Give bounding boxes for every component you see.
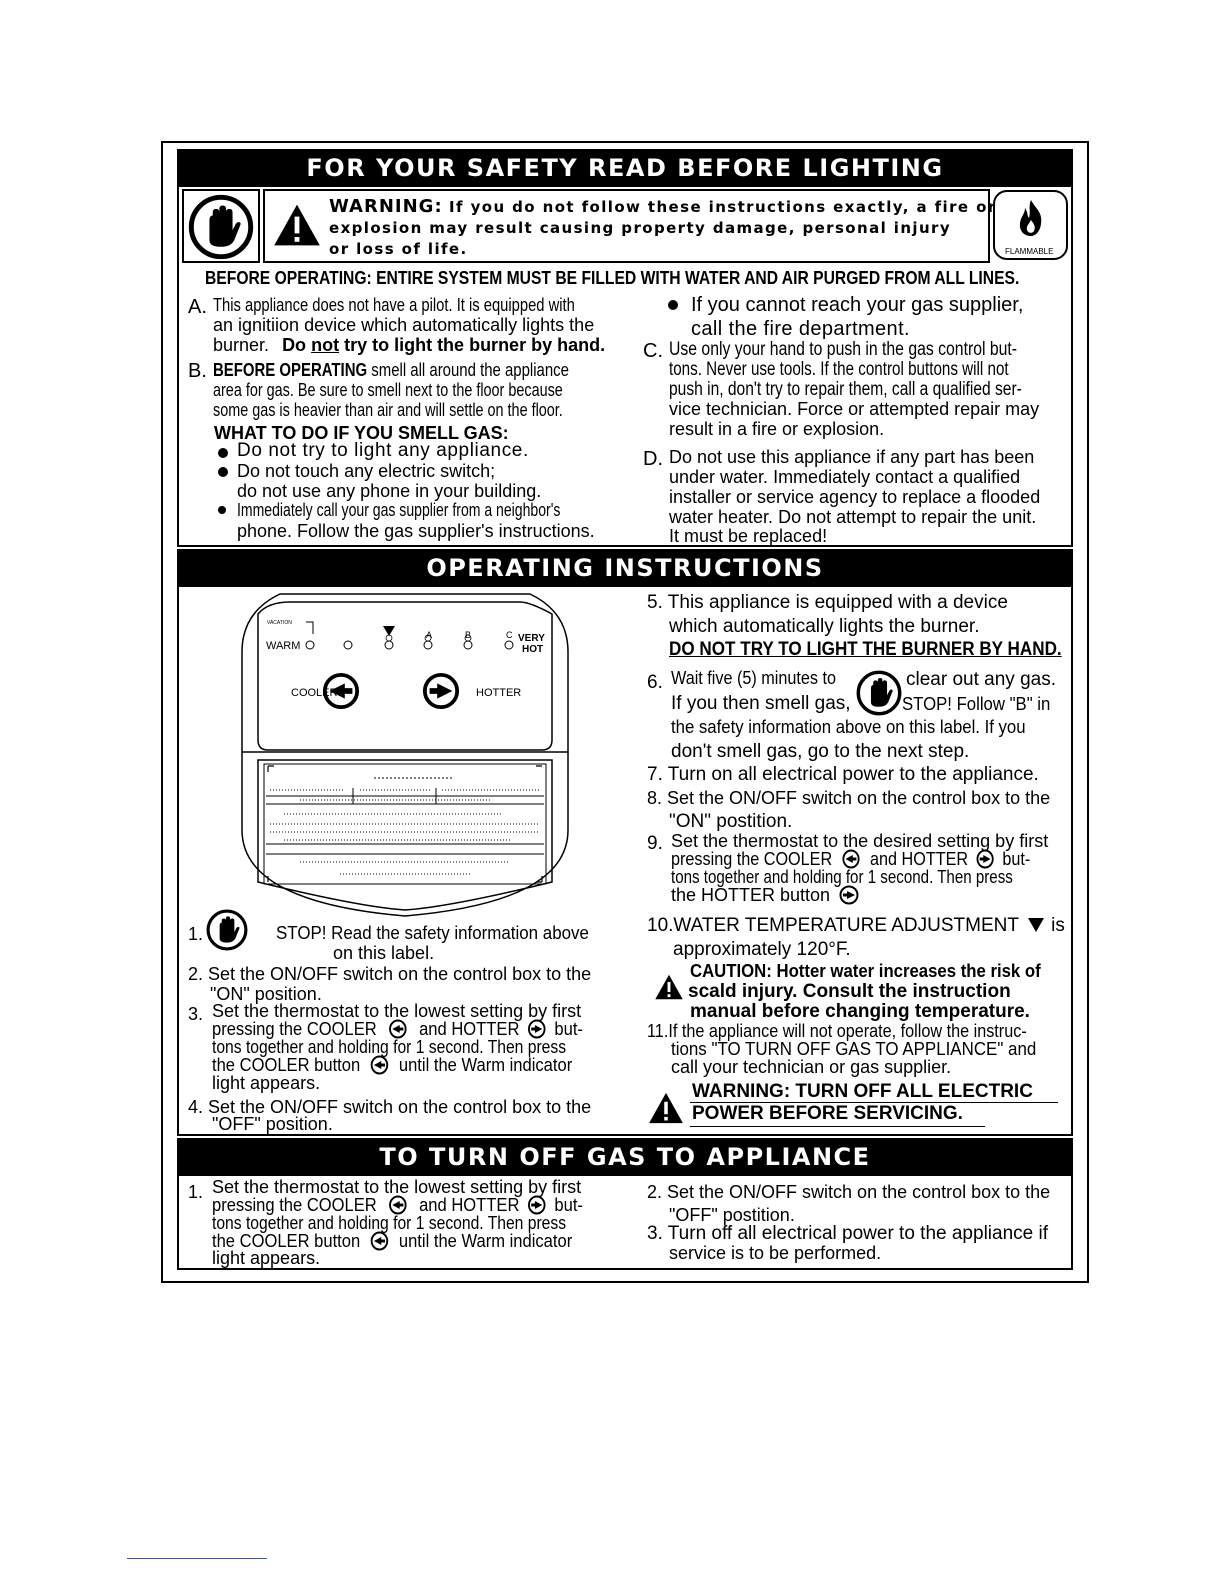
step-1-num: 1. (188, 924, 204, 944)
step-7: 7. Turn on all electrical power to the appliance. (647, 764, 1039, 785)
flame-icon (1013, 198, 1049, 240)
item-d-line2: under water. Immediately contact a qualified (669, 467, 1021, 487)
step-3-line4-a: the COOLER button (212, 1055, 361, 1075)
step-9-num: 9. (647, 833, 663, 854)
step-6-line2-a: If you then smell gas, (671, 693, 851, 714)
turnoff-step-3-line2: service is to be performed. (669, 1243, 882, 1263)
item-d-line1: Do not use this appliance if any part has been (669, 447, 1035, 467)
item-a-line3-not: not (311, 335, 340, 355)
item-a-line3 (213, 335, 605, 356)
smell-gas-step-2b: do not use any phone in your building. (237, 481, 542, 501)
step-3-num: 3. (188, 1004, 204, 1024)
turnoff-step-1-line4-b: until the Warm indicator (398, 1231, 573, 1251)
before-operating-note: BEFORE OPERATING: ENTIRE SYSTEM MUST BE FILLED WITH WATER AND AIR PURGED FROM ALL LINES. (205, 268, 1020, 288)
turnoff-step-1-line2-c: but- (554, 1195, 583, 1215)
item-d-line3: installer or service agency to replace a flooded (669, 487, 1041, 507)
stop-hand-icon (856, 670, 902, 716)
step-1-line2: on this label. (333, 943, 435, 963)
divider (690, 1126, 985, 1127)
panel-warm-label: WARM (266, 640, 301, 652)
item-a-line3-do: Do (282, 335, 307, 355)
item-c-line2: tons. Never use tools. If the control buttons will not (669, 359, 1009, 380)
cooler-button-icon (842, 849, 860, 869)
smell-gas-step-2a: Do not touch any electric switch; (237, 461, 496, 481)
step-8-line1: 8. Set the ON/OFF switch on the control box to the (647, 788, 1051, 808)
panel-hot-label: HOT (522, 644, 544, 655)
cooler-button-icon (389, 1195, 407, 1215)
step-9-line3: tons together and holding for 1 second. Then press (671, 867, 1013, 887)
down-triangle-icon (1028, 918, 1044, 932)
item-b-bold: BEFORE OPERATING (213, 360, 368, 380)
item-c-line1: Use only your hand to push in the gas control but- (669, 339, 1018, 360)
flammable-badge (993, 190, 1068, 260)
turnoff-step-1-line2-b: and HOTTER (419, 1195, 520, 1215)
turnoff-step-1-num: 1. (188, 1182, 204, 1202)
item-b-letter: B. (188, 360, 207, 382)
warning-line3: or loss of life. (329, 240, 468, 258)
warning-line2: explosion may result causing property damage, personal injury (329, 219, 951, 237)
step-5-line2: which automatically lights the burner. (669, 616, 980, 637)
warning-line1: If you do not follow these instructions exactly, a fire or (449, 198, 997, 216)
step-10-line1-is: is (1051, 915, 1065, 936)
step-6-line1-a: Wait five (5) minutes to (671, 668, 837, 688)
step-3-line4-b: until the Warm indicator (398, 1055, 573, 1075)
step-6-line4: don't smell gas, go to the next step. (671, 741, 970, 762)
turnoff-step-1-line4-a: the COOLER button (212, 1231, 361, 1251)
stop-hand-icon (206, 909, 248, 951)
turn-off-banner: TO TURN OFF GAS TO APPLIANCE (177, 1138, 1073, 1176)
warning-triangle-icon (273, 203, 321, 247)
flammable-label: FLAMMABLE (1005, 247, 1054, 256)
item-c-letter: C. (643, 340, 663, 362)
panel-a-label: A (426, 630, 433, 640)
cooler-button-icon (370, 1055, 388, 1075)
step-10-line2: approximately 120°F. (673, 939, 851, 960)
hotter-button-icon (528, 1019, 546, 1039)
item-d-letter: D. (643, 448, 663, 470)
item-b-line1 (213, 360, 569, 381)
item-c-line3: push in, don't try to repair them, call a qualified ser- (669, 379, 1022, 400)
warning-box (263, 189, 997, 263)
turnoff-step-1-line1: Set the thermostat to the lowest setting by first (212, 1177, 582, 1197)
step-6-num: 6. (647, 672, 663, 693)
item-d-line4: water heater. Do not attempt to repair the unit. (669, 507, 1037, 527)
item-c-line5: result in a fire or explosion. (669, 419, 885, 439)
step-11-line2: tions "TO TURN OFF GAS TO APPLIANCE" and (671, 1039, 1037, 1059)
service-warning-line2: POWER BEFORE SERVICING. (692, 1103, 963, 1124)
warning-label: WARNING: (329, 196, 443, 217)
item-b-line2: area for gas. Be sure to smell next to the floor because (213, 380, 563, 400)
item-c-line4: vice technician. Force or attempted repair may (669, 399, 1040, 419)
panel-b-label: B (465, 630, 472, 640)
right-bullet-line1: If you cannot reach your gas supplier, (691, 294, 1024, 316)
step-1-line1: STOP! Read the safety information above (276, 923, 589, 943)
step-5-line1: 5. This appliance is equipped with a device (647, 592, 1008, 613)
turnoff-step-2-line2: "OFF" postition. (669, 1205, 795, 1225)
panel-c-label: C (506, 630, 513, 640)
step-11-line3: call your technician or gas supplier. (671, 1057, 952, 1077)
step-3-line2-a: pressing the COOLER (212, 1019, 377, 1039)
hotter-button-icon (976, 849, 994, 869)
caution-line1: CAUTION: Hotter water increases the risk of (690, 961, 1041, 981)
safety-banner: FOR YOUR SAFETY READ BEFORE LIGHTING (177, 149, 1073, 187)
smell-gas-step-1: Do not try to light any appliance. (237, 440, 529, 461)
hotter-button-icon (839, 885, 859, 905)
step-9-line2-a: pressing the COOLER (671, 849, 833, 869)
bullet (218, 506, 226, 514)
step-9-line2-b: and HOTTER (869, 849, 969, 869)
step-8-line2: "ON" postition. (669, 811, 793, 832)
step-11-line1: 11.If the appliance will not operate, follow the instruc- (647, 1021, 1027, 1041)
step-9-line2-c: but- (1002, 849, 1031, 869)
turnoff-step-2-line1: 2. Set the ON/OFF switch on the control box to the (647, 1182, 1051, 1202)
item-a-line3-post: try to light the burner by hand. (344, 335, 606, 355)
cooler-button-icon (370, 1231, 388, 1251)
step-6-line1 (671, 668, 854, 689)
step-3-line2-c: but- (554, 1019, 583, 1039)
item-a-letter: A. (188, 296, 207, 318)
bullet (668, 300, 678, 310)
footer-rule (127, 1558, 267, 1559)
step-6-line1-b: clear out any gas. (906, 669, 1056, 690)
step-6-line3: the safety information above on this label. If you (671, 717, 1026, 737)
step-4-line2: "OFF" position. (212, 1114, 333, 1134)
right-bullet-line2: call the fire department. (691, 318, 910, 340)
hotter-button-icon (528, 1195, 546, 1215)
step-4-line1: 4. Set the ON/OFF switch on the control box to the (188, 1097, 592, 1117)
step-3-line2-b: and HOTTER (419, 1019, 520, 1039)
operating-banner: OPERATING INSTRUCTIONS (177, 549, 1073, 587)
stop-icon-box (182, 189, 260, 263)
step-2-line2: "ON" position. (210, 984, 322, 1004)
item-b-line3: some gas is heavier than air and will settle on the floor. (213, 400, 563, 420)
bullet (218, 467, 228, 477)
service-warning-line1: WARNING: TURN OFF ALL ELECTRIC (692, 1081, 1033, 1102)
step-9-line1: Set the thermostat to the desired setting by first (671, 831, 1049, 851)
item-a-line2: an ignitiion device which automatically lights the (213, 315, 595, 335)
step-5-line3: DO NOT TRY TO LIGHT THE BURNER BY HAND. (669, 639, 1062, 660)
bullet (218, 448, 228, 458)
item-d-line5: It must be replaced! (669, 526, 828, 546)
item-a-line1: This appliance does not have a pilot. It is equipped with (213, 295, 575, 315)
turnoff-step-1-line5: light appears. (212, 1248, 321, 1268)
step-2-line1: 2. Set the ON/OFF switch on the control box to the (188, 964, 592, 984)
caution-line2: scald injury. Consult the instruction (688, 981, 1011, 1002)
step-9-line4 (671, 885, 859, 906)
turnoff-step-1-line3: tons together and holding for 1 second. Then press (212, 1213, 567, 1233)
step-3-line1: Set the thermostat to the lowest setting by first (212, 1001, 582, 1021)
panel-very-label: VERY (518, 633, 545, 644)
item-a-line3-pre: burner. (213, 335, 270, 355)
smell-gas-step-3b: phone. Follow the gas supplier's instructions. (237, 521, 595, 541)
turnoff-step-3-line1: 3. Turn off all electrical power to the appliance if (647, 1223, 1048, 1244)
smell-gas-step-3a: Immediately call your gas supplier from a neighbor's (237, 500, 561, 520)
stop-hand-icon (188, 194, 254, 260)
step-10-line1-a: 10.WATER TEMPERATURE ADJUSTMENT (647, 915, 1019, 936)
step-3-line3: tons together and holding for 1 second. Then press (212, 1037, 567, 1057)
step-3-line5: light appears. (212, 1073, 321, 1093)
panel-vacation-label: VACATION (267, 620, 292, 626)
warning-triangle-icon (646, 1092, 686, 1124)
caution-line3: manual before changing temperature. (690, 1001, 1030, 1022)
caution-triangle-icon (648, 974, 690, 1000)
panel-cooler-label: COOLER (291, 687, 338, 699)
step-10-line1 (647, 915, 1065, 937)
smell-gas-heading: WHAT TO DO IF YOU SMELL GAS: (214, 423, 509, 443)
cooler-button-icon (389, 1019, 407, 1039)
step-6-line2-b: STOP! Follow "B" in (902, 694, 1051, 714)
panel-hotter-label: HOTTER (476, 687, 522, 699)
item-b-rest: smell all around the appliance (371, 360, 569, 380)
step-9-line4-a: the HOTTER button (671, 885, 831, 905)
turnoff-step-1-line2-a: pressing the COOLER (212, 1195, 377, 1215)
